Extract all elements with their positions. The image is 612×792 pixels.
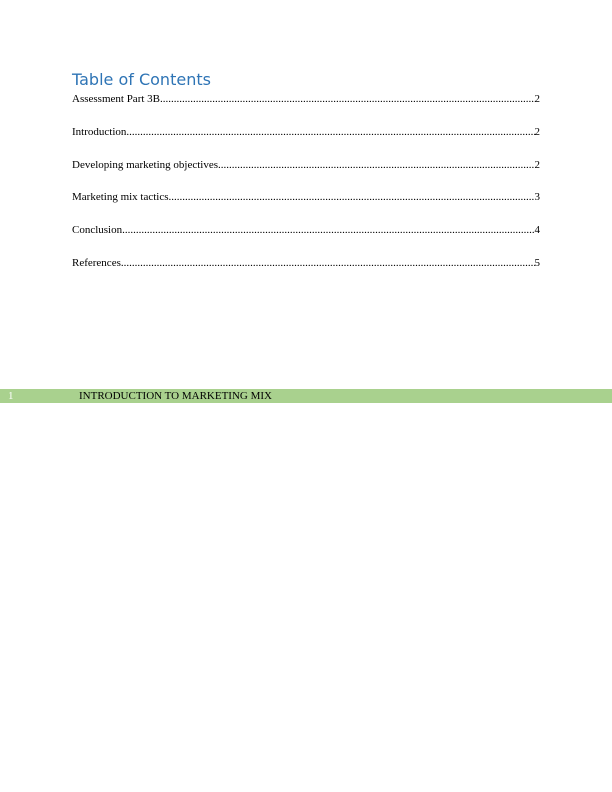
toc-list (72, 92, 540, 289)
toc-dot-leader (160, 92, 535, 106)
footer-page-number: 1 (8, 390, 14, 402)
toc-entry-references[interactable] (72, 256, 540, 270)
toc-entry-conclusion[interactable] (72, 223, 540, 237)
toc-dot-leader (126, 125, 534, 139)
toc-entry-assessment-part-3b[interactable] (72, 92, 540, 106)
toc-entry-label: Assessment Part 3B (72, 93, 160, 105)
toc-entry-developing-marketing-objectives[interactable] (72, 158, 540, 172)
toc-entry-page: 3 (534, 191, 540, 204)
toc-entry-label: References (72, 256, 121, 269)
toc-entry-label: Conclusion (72, 224, 123, 237)
footer-document-title: INTRODUCTION TO MARKETING MIX (79, 390, 272, 402)
toc-entry-marketing-mix-tactics[interactable] (72, 190, 540, 204)
toc-entry-page: 2 (534, 125, 540, 138)
toc-entry-page: 5 (534, 256, 540, 269)
toc-entry-label: Introduction (72, 125, 127, 138)
toc-title: Table of Contents (72, 70, 211, 89)
page-footer-band (0, 389, 612, 403)
toc-entry-label: Developing marketing objectives (72, 158, 219, 171)
toc-entry-label: Marketing mix tactics (72, 191, 169, 204)
toc-entry-page: 2 (534, 93, 540, 105)
toc-dot-leader (121, 256, 535, 270)
toc-entry-page: 4 (534, 224, 540, 237)
toc-entry-page: 2 (534, 158, 540, 171)
toc-dot-leader (218, 158, 534, 172)
toc-entry-introduction[interactable] (72, 125, 540, 139)
toc-dot-leader (122, 223, 534, 237)
toc-dot-leader (169, 190, 535, 204)
